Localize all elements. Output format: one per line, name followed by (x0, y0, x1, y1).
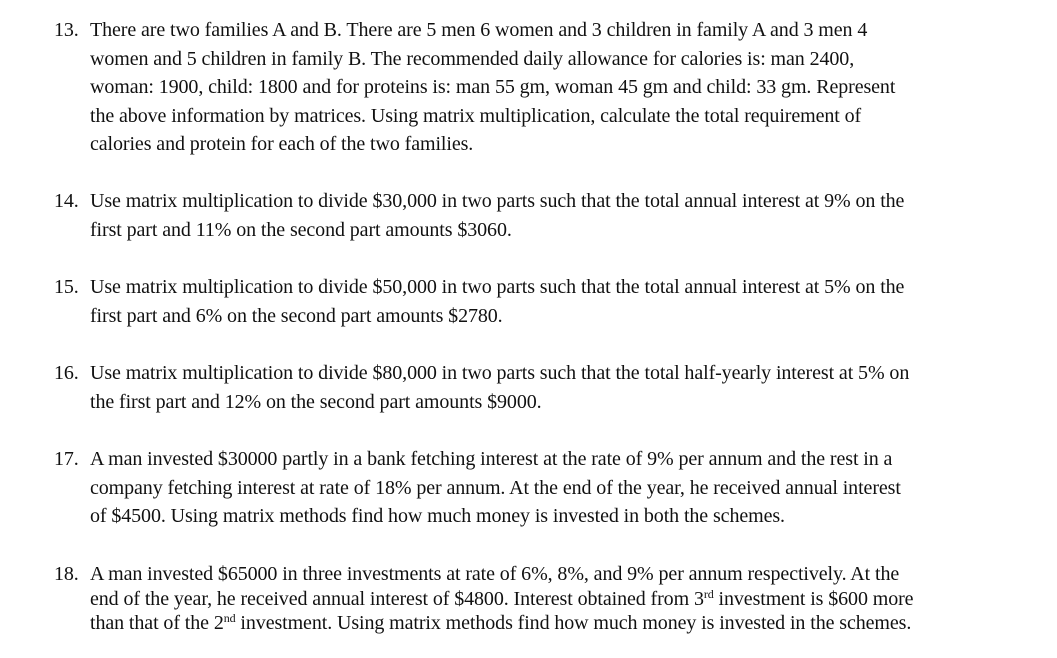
text-line: of $4500. Using matrix methods find how much money is invested in both the schemes. (90, 505, 785, 527)
problem-13 (54, 16, 1004, 159)
superscript-ordinal: rd (703, 586, 714, 601)
problem-17 (54, 445, 1004, 531)
problem-text (90, 187, 1004, 244)
text-line: Use matrix multiplication to divide $50,000 in two parts such that the total annual interest at 5% on the (90, 276, 905, 298)
text-line: first part and 11% on the second part amounts $3060. (90, 218, 512, 241)
text-segment: end of the year, he received annual interest of $4800. Interest obtained from 3 (90, 587, 704, 610)
text-segment: investment is $600 more (713, 587, 914, 610)
problem-number: 18. (54, 563, 79, 585)
text-line: Use matrix multiplication to divide $30,000 in two parts such that the total annual interest at 9% on the (90, 190, 905, 212)
text-line (90, 611, 1004, 636)
text-line: the above information by matrices. Using matrix multiplication, calculate the total requirement of (90, 104, 862, 127)
text-segment: investment. Using matrix methods find how much money is invested in the schemes. (235, 612, 912, 634)
problem-15 (54, 273, 1004, 330)
problem-18 (54, 562, 1004, 636)
problem-text (90, 445, 1004, 531)
text-line (90, 587, 1004, 612)
text-line: company fetching interest at rate of 18% per annum. At the end of the year, he received annual interest (90, 476, 901, 499)
text-line: Use matrix multiplication to divide $80,000 in two parts such that the total half-yearly interest at 5% on (90, 362, 910, 384)
text-segment: than that of the 2 (90, 612, 224, 634)
problem-number: 16. (54, 362, 79, 384)
problem-16 (54, 359, 1004, 416)
problem-number: 15. (54, 276, 79, 298)
problem-number: 14. (54, 190, 79, 212)
problem-text (90, 16, 1004, 159)
text-line: woman: 1900, child: 1800 and for proteins is: man 55 gm, woman 45 gm and child: 33 gm. Represent (90, 76, 896, 98)
text-line: first part and 6% on the second part amounts $2780. (90, 304, 503, 327)
text-line: There are two families A and B. There are 5 men 6 women and 3 children in family A and 3 men 4 (90, 19, 868, 41)
problem-text (90, 562, 1004, 636)
text-line: calories and protein for each of the two families. (90, 133, 474, 155)
problem-text (90, 273, 1004, 330)
problem-number: 17. (54, 448, 79, 470)
text-line: the first part and 12% on the second part amounts $9000. (90, 390, 542, 413)
problem-14 (54, 187, 1004, 244)
text-line: A man invested $65000 in three investments at rate of 6%, 8%, and 9% per annum respectively. At the (90, 563, 900, 585)
text-line: women and 5 children in family B. The recommended daily allowance for calories is: man 2400, (90, 47, 855, 70)
superscript-ordinal: nd (223, 611, 236, 625)
problem-number: 13. (54, 19, 79, 41)
text-line: A man invested $30000 partly in a bank fetching interest at the rate of 9% per annum and the rest in a (90, 448, 893, 470)
problem-text (90, 359, 1004, 416)
